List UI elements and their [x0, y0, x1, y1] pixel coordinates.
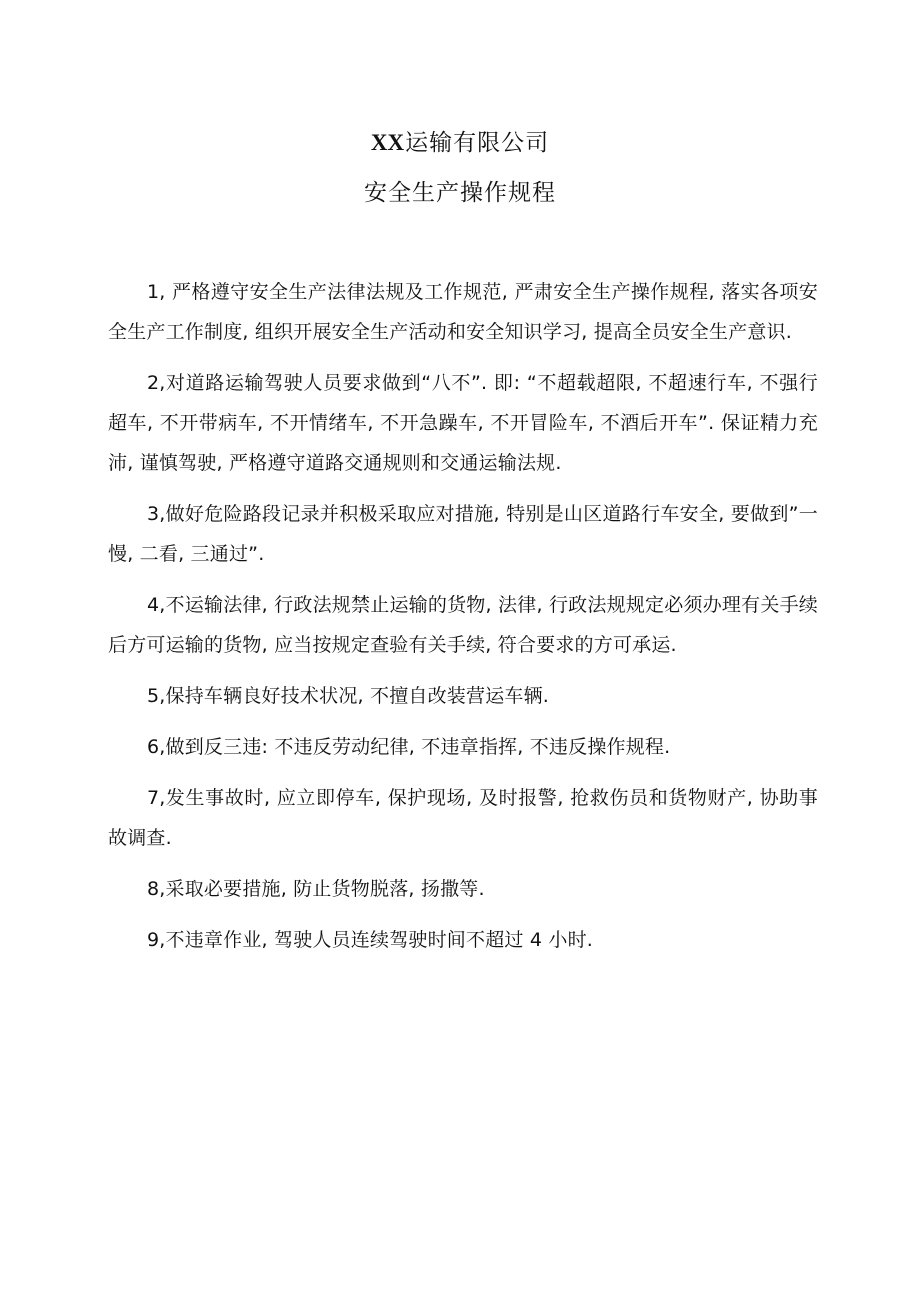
document-subtitle: 安全生产操作规程	[364, 180, 556, 206]
title-company: 运输有限公司	[405, 130, 550, 156]
regulation-item-3: 3,做好危险路段记录并积极采取应对措施, 特别是山区道路行车安全, 要做到”一慢, 二看, 三通过”.	[108, 503, 818, 565]
regulation-item-2: 2,对道路运输驾驶人员要求做到“八不”. 即: “不超载超限, 不超速行车, 不强行超车, 不开带病车, 不开情绪车, 不开急躁车, 不开冒险车, 不酒后开车”. 保证精力充沛, 谨慎驾驶, 严格遵守道路交通规则和交通运输法规.	[108, 372, 818, 474]
regulation-body	[108, 272, 818, 971]
document-title	[0, 128, 920, 158]
regulation-item-8: 8,采取必要措施, 防止货物脱落, 扬撒等.	[147, 878, 485, 900]
regulation-item-9: 9,不违章作业, 驾驶人员连续驾驶时间不超过 4 小时.	[147, 929, 594, 951]
regulation-item-4: 4,不运输法律, 行政法规禁止运输的货物, 法律, 行政法规规定必须办理有关手续后方可运输的货物, 应当按规定查验有关手续, 符合要求的方可承运.	[108, 594, 818, 656]
regulation-item-1: 1, 严格遵守安全生产法律法规及工作规范, 严肃安全生产操作规程, 落实各项安全生产工作制度, 组织开展安全生产活动和安全知识学习, 提高全员安全生产意识.	[108, 281, 818, 343]
title-brand: XX	[370, 130, 405, 155]
regulation-item-6: 6,做到反三违: 不违反劳动纪律, 不违章指挥, 不违反操作规程.	[147, 736, 671, 758]
regulation-item-5: 5,保持车辆良好技术状况, 不擅自改装营运车辆.	[147, 685, 550, 707]
regulation-item-7: 7,发生事故时, 应立即停车, 保护现场, 及时报警, 抢救伤员和货物财产, 协助事故调查.	[108, 787, 818, 849]
